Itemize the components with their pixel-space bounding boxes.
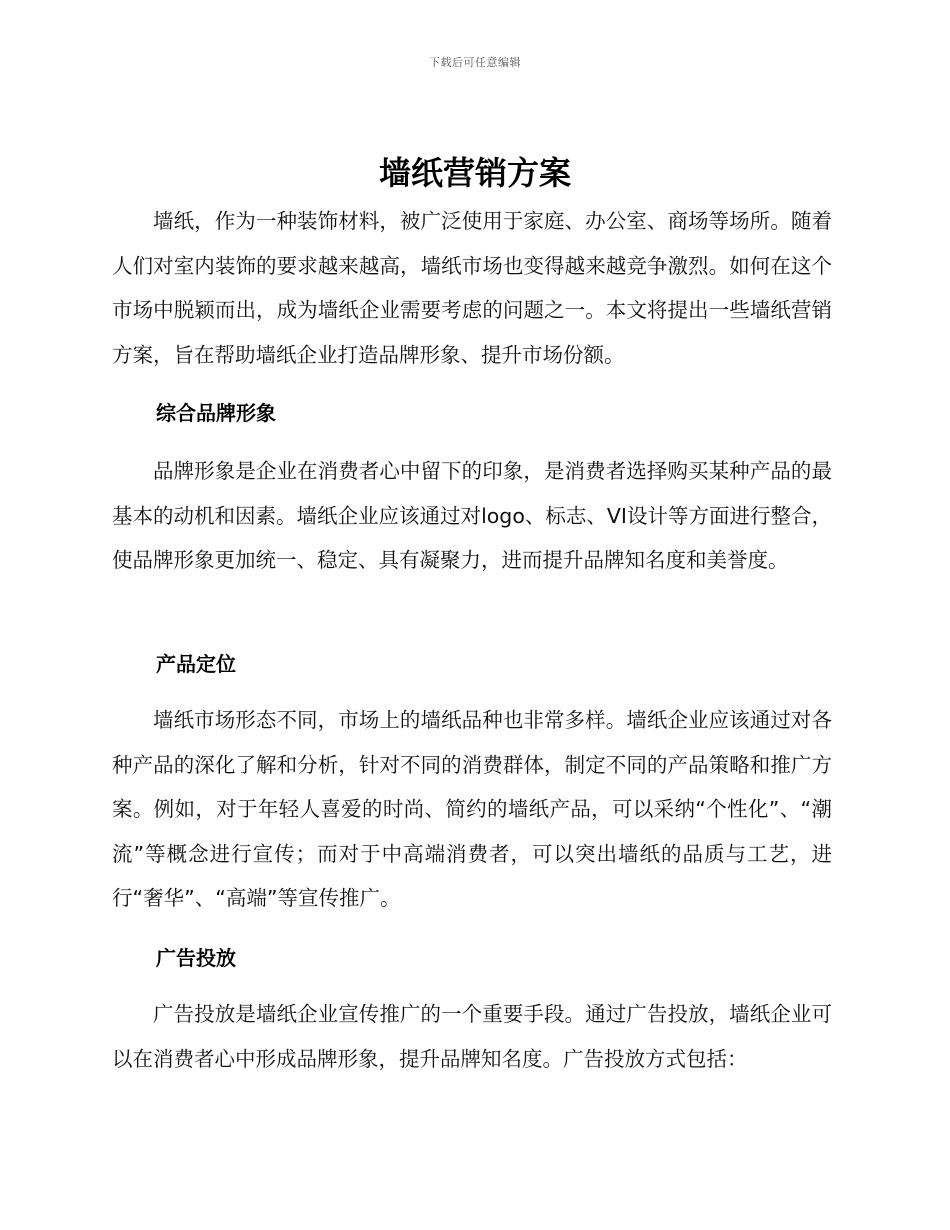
section-heading-advertising: 广告投放 bbox=[156, 946, 236, 970]
intro-paragraph: 墙纸，作为一种装饰材料，被广泛使用于家庭、办公室、商场等场所。随着人们对室内装饰的要求越来越高，墙纸市场也变得越来越竞争激烈。如何在这个市场中脱颖而出，成为墙纸企业需要考虑的问题之一。本文将提出一些墙纸营销方案，旨在帮助墙纸企业打造品牌形象、提升市场份额。 bbox=[112, 209, 832, 367]
section-paragraph-advertising: 广告投放是墙纸企业宣传推广的一个重要手段。通过广告投放，墙纸企业可以在消费者心中形成品牌形象，提升品牌知名度。广告投放方式包括： bbox=[112, 1002, 832, 1071]
page-header-note: 下载后可任意编辑 bbox=[429, 56, 521, 69]
section-heading-product-positioning: 产品定位 bbox=[156, 652, 236, 676]
section-heading-brand-image: 综合品牌形象 bbox=[156, 401, 276, 425]
section-paragraph-product-positioning: 墙纸市场形态不同，市场上的墙纸品种也非常多样。墙纸企业应该通过对各种产品的深化了解和分析，针对不同的消费群体，制定不同的产品策略和推广方案。例如，对于年轻人喜爱的时尚、简约的墙纸产品，可以采纳“个性化”、“潮流”等概念进行宣传；而对于中高端消费者，可以突出墙纸的品质与工艺，进行“奢华”、“高端”等宣传推广。 bbox=[112, 708, 832, 910]
document-title: 墙纸营销方案 bbox=[378, 154, 571, 192]
section-paragraph-brand-image: 品牌形象是企业在消费者心中留下的印象，是消费者选择购买某种产品的最基本的动机和因素。墙纸企业应该通过对logo、标志、VI设计等方面进行整合，使品牌形象更加统一、稳定、具有凝聚力，进而提升品牌知名度和美誉度。 bbox=[112, 459, 832, 572]
